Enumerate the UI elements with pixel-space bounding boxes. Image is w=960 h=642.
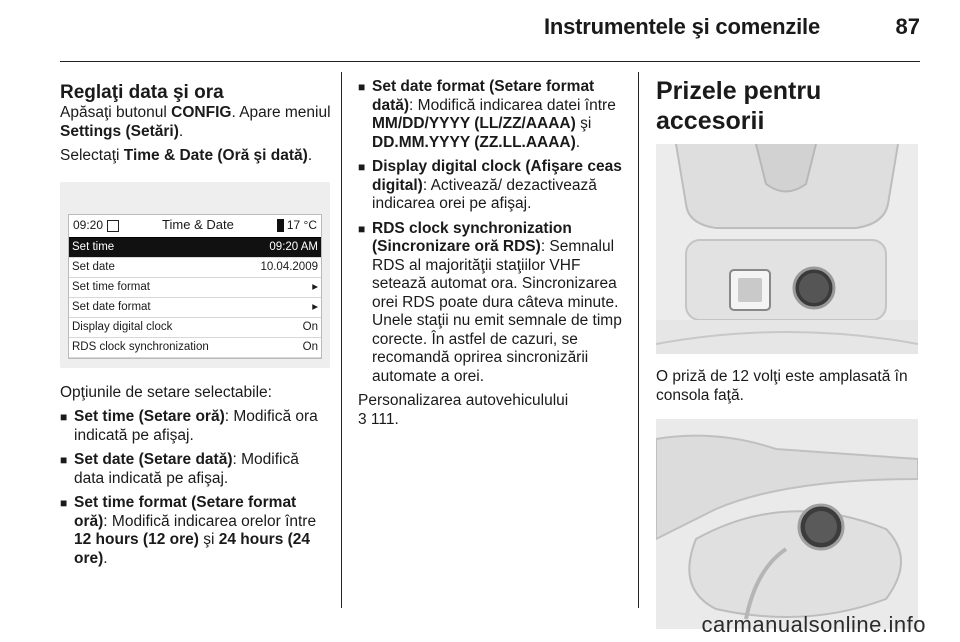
page-reference: 3 111. (358, 410, 399, 428)
bullet-set-time-format: ■ Set time format (Setare format oră): Modifică indicarea orelor între 12 hours (12 ore) şi 24 hours (24 ore). (60, 494, 332, 568)
bullet-set-time: ■ Set time (Setare oră): Modifică ora indicată pe afişaj. (60, 408, 332, 445)
socket-closeup-illustration (656, 419, 918, 629)
column-divider-1 (341, 72, 342, 608)
watermark: carmanualsonline.info (701, 612, 926, 637)
bullet-rds-clock-sync: ■ RDS clock synchronization (Sincronizare oră RDS): Semnalul RDS al majorităţii staţiilor VHF setează automat ora. Sincronizarea orei RDS poate dura câteva minute. Unele staţii nu emit semnale de timp corecte. În astfel de cazuri, se recomandă oprirea sincronizării automate a orei. (358, 220, 628, 387)
display-screen-figure (60, 182, 330, 368)
lcd-row-set-date: Set date 10.04.2009 (69, 258, 321, 278)
lcd-clock: 09:20 (73, 218, 104, 233)
accessory-sockets-title: Prizele pentru accesorii (656, 77, 822, 135)
lcd-row-display-digital-clock: Display digital clock On (69, 318, 321, 338)
left-column (60, 82, 332, 574)
lcd-display (68, 214, 322, 359)
bullet-display-digital-clock: ■ Display digital clock (Afişare ceas digital): Activează/ dezactivează indicarea orei pe afişaj. (358, 158, 628, 214)
lcd-row-set-time: Set time 09:20 AM (69, 238, 321, 258)
console-photo (656, 144, 918, 354)
bullet-set-date-format: ■ Set date format (Setare format dată): Modifică indicarea datei între MM/DD/YYYY (LL/ZZ/AAAA) şi DD.MM.YYYY (ZZ.LL.AAAA). (358, 78, 628, 152)
lcd-header (69, 215, 321, 238)
thermometer-icon (277, 219, 284, 232)
lcd-row-set-time-format: Set time format ▸ (69, 278, 321, 298)
header-rule (60, 61, 920, 62)
options-intro: Opţiunile de setare selectabile: (60, 383, 272, 401)
intro-paragraph: Apăsaţi butonul CONFIG. Apare meniul Settings (Setări). (60, 104, 331, 140)
lcd-temperature: 17 °C (286, 218, 317, 233)
console-illustration (656, 144, 918, 354)
socket-caption: O priză de 12 volţi este amplasată în consola faţă. (656, 368, 908, 404)
running-header-title: Instrumentele şi comenzile (544, 14, 820, 39)
bullet-set-date: ■ Set date (Setare dată): Modifică data indicată pe afişaj. (60, 451, 332, 488)
select-paragraph: Selectaţi Time & Date (Oră şi dată). (60, 147, 313, 164)
lcd-row-set-date-format: Set date format ▸ (69, 298, 321, 318)
right-column (656, 76, 920, 629)
page-number: 87 (895, 14, 920, 39)
column-divider-2 (638, 72, 639, 608)
lcd-row-rds-clock-sync: RDS clock synchronization On (69, 338, 321, 358)
lcd-title: Time & Date (162, 217, 234, 233)
clock-icon (107, 220, 119, 232)
personalize-text: Personalizarea autovehiculului 3 111. (358, 392, 569, 428)
middle-column (358, 78, 628, 435)
socket-closeup-photo (656, 419, 918, 629)
section-title: Reglaţi data şi ora (60, 82, 224, 103)
